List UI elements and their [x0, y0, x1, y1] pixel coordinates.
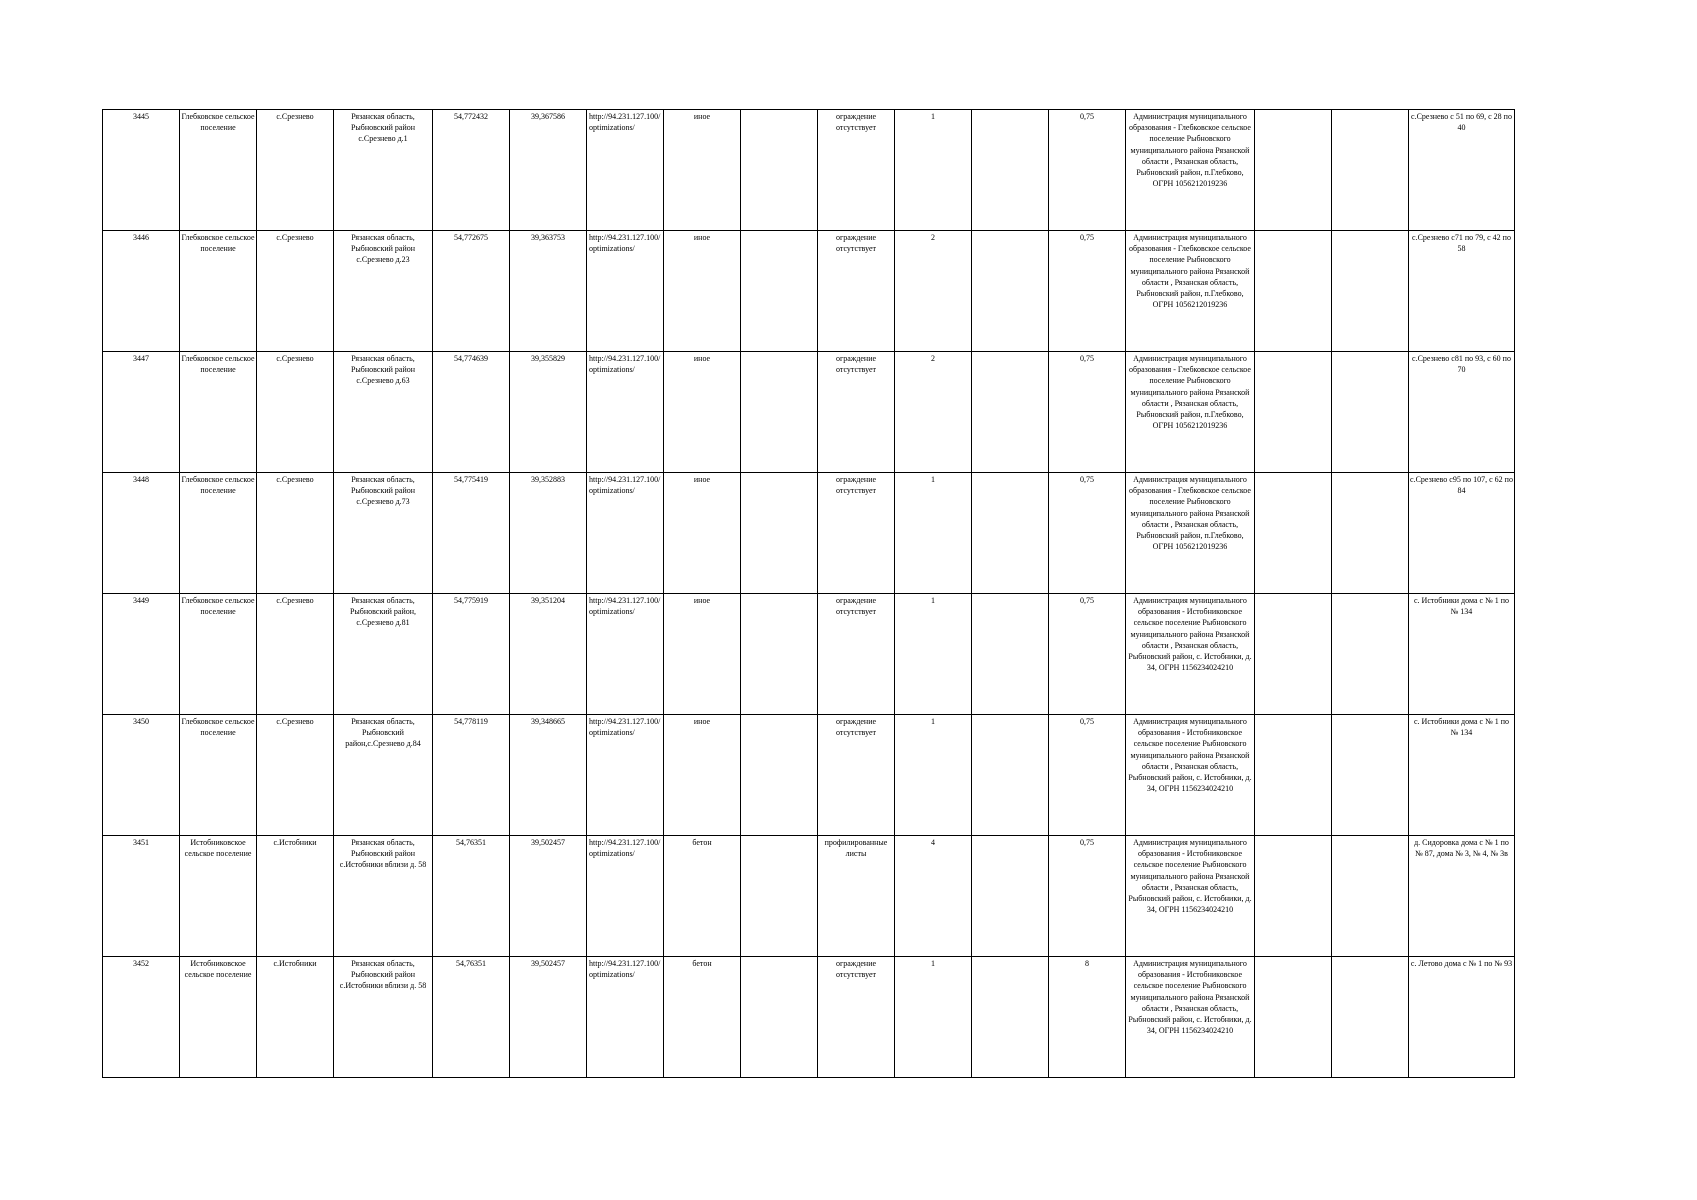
empty-cell: [1255, 836, 1332, 957]
container-count: 1: [895, 473, 972, 594]
surface-type: иное: [664, 594, 741, 715]
empty-cell: [1332, 352, 1409, 473]
longitude: 39,502457: [510, 836, 587, 957]
area-cell: [741, 352, 818, 473]
surface-type: иное: [664, 110, 741, 231]
empty-cell: [972, 352, 1049, 473]
empty-cell: [1332, 594, 1409, 715]
empty-cell: [972, 110, 1049, 231]
table-row: [103, 231, 1515, 352]
served-objects: с. Истобники дома с № 1 по № 134: [1409, 594, 1515, 715]
registry-table: [102, 109, 1515, 1078]
longitude: 39,367586: [510, 110, 587, 231]
latitude: 54,775419: [433, 473, 510, 594]
served-objects: с.Срезнево с71 по 79, с 42 по 58: [1409, 231, 1515, 352]
owner-info: Администрация муниципального образования - Истобниковское сельское поселение Рыбновского муниципального района Рязанской области , Рязанская область, Рыбновский район, с. Истобники, д. 34, ОГРН 1156234024210: [1126, 594, 1255, 715]
table-row: [103, 473, 1515, 594]
settlement-name: Глебковское сельское поселение: [180, 352, 257, 473]
empty-cell: [1255, 715, 1332, 836]
empty-cell: [972, 836, 1049, 957]
empty-cell: [1255, 473, 1332, 594]
scheme-link: http://94.231.127.100/optimizations/: [587, 594, 664, 715]
container-volume: 0,75: [1049, 110, 1126, 231]
settlement-name: Истобниковское сельское поселение: [180, 836, 257, 957]
owner-info: Администрация муниципального образования - Истобниковское сельское поселение Рыбновского муниципального района Рязанской области , Рязанская область, Рыбновский район, с. Истобники, д. 34, ОГРН 1156234024210: [1126, 957, 1255, 1078]
fence-type: ограждение отсутствует: [818, 594, 895, 715]
fence-type: ограждение отсутствует: [818, 352, 895, 473]
latitude: 54,76351: [433, 836, 510, 957]
owner-info: Администрация муниципального образования - Глебковское сельское поселение Рыбновского муниципального района Рязанской области , Рязанская область, Рыбновский район, п.Глебково, ОГРН 1056212019236: [1126, 110, 1255, 231]
served-objects: с.Срезнево с95 по 107, с 62 по 84: [1409, 473, 1515, 594]
site-address: Рязанская область, Рыбновский район с.Срезнево д.1: [334, 110, 433, 231]
surface-type: бетон: [664, 957, 741, 1078]
latitude: 54,772432: [433, 110, 510, 231]
row-number: 3446: [103, 231, 180, 352]
container-volume: 0,75: [1049, 352, 1126, 473]
container-count: 1: [895, 110, 972, 231]
served-objects: с. Летово дома с № 1 по № 93: [1409, 957, 1515, 1078]
empty-cell: [972, 231, 1049, 352]
village-name: с.Истобники: [257, 836, 334, 957]
container-count: 2: [895, 352, 972, 473]
fence-type: ограждение отсутствует: [818, 715, 895, 836]
table-body: [103, 110, 1515, 1078]
scheme-link: http://94.231.127.100/optimizations/: [587, 352, 664, 473]
site-address: Рязанская область, Рыбновский район с.Истобники вблизи д. 58: [334, 836, 433, 957]
surface-type: бетон: [664, 836, 741, 957]
empty-cell: [1332, 957, 1409, 1078]
scheme-link: http://94.231.127.100/optimizations/: [587, 715, 664, 836]
village-name: с.Срезнево: [257, 352, 334, 473]
latitude: 54,76351: [433, 957, 510, 1078]
container-count: 2: [895, 231, 972, 352]
village-name: с.Срезнево: [257, 110, 334, 231]
settlement-name: Глебковское сельское поселение: [180, 594, 257, 715]
settlement-name: Глебковское сельское поселение: [180, 473, 257, 594]
row-number: 3451: [103, 836, 180, 957]
area-cell: [741, 957, 818, 1078]
row-number: 3452: [103, 957, 180, 1078]
area-cell: [741, 110, 818, 231]
area-cell: [741, 231, 818, 352]
village-name: с.Истобники: [257, 957, 334, 1078]
empty-cell: [1332, 836, 1409, 957]
container-volume: 0,75: [1049, 594, 1126, 715]
container-volume: 0,75: [1049, 836, 1126, 957]
site-address: Рязанская область, Рыбновский район с.Срезнево д.73: [334, 473, 433, 594]
fence-type: ограждение отсутствует: [818, 957, 895, 1078]
latitude: 54,775919: [433, 594, 510, 715]
container-count: 1: [895, 957, 972, 1078]
site-address: Рязанская область, Рыбновский район,с.Срезнево д.84: [334, 715, 433, 836]
surface-type: иное: [664, 473, 741, 594]
scheme-link: http://94.231.127.100/optimizations/: [587, 231, 664, 352]
settlement-name: Истобниковское сельское поселение: [180, 957, 257, 1078]
row-number: 3447: [103, 352, 180, 473]
served-objects: с.Срезнево с81 по 93, с 60 по 70: [1409, 352, 1515, 473]
empty-cell: [972, 957, 1049, 1078]
owner-info: Администрация муниципального образования - Истобниковское сельское поселение Рыбновского муниципального района Рязанской области , Рязанская область, Рыбновский район, с. Истобники, д. 34, ОГРН 1156234024210: [1126, 836, 1255, 957]
table-row: [103, 110, 1515, 231]
site-address: Рязанская область, Рыбновский район, с.Срезнево д.81: [334, 594, 433, 715]
site-address: Рязанская область, Рыбновский район с.Срезнево д.63: [334, 352, 433, 473]
table-row: [103, 836, 1515, 957]
longitude: 39,352883: [510, 473, 587, 594]
fence-type: ограждение отсутствует: [818, 473, 895, 594]
table-row: [103, 594, 1515, 715]
empty-cell: [972, 473, 1049, 594]
scheme-link: http://94.231.127.100/optimizations/: [587, 110, 664, 231]
latitude: 54,774639: [433, 352, 510, 473]
area-cell: [741, 836, 818, 957]
area-cell: [741, 473, 818, 594]
latitude: 54,772675: [433, 231, 510, 352]
settlement-name: Глебковское сельское поселение: [180, 231, 257, 352]
table-row: [103, 352, 1515, 473]
container-count: 4: [895, 836, 972, 957]
empty-cell: [972, 715, 1049, 836]
settlement-name: Глебковское сельское поселение: [180, 715, 257, 836]
empty-cell: [1255, 957, 1332, 1078]
fence-type: профилированные листы: [818, 836, 895, 957]
row-number: 3450: [103, 715, 180, 836]
fence-type: ограждение отсутствует: [818, 231, 895, 352]
latitude: 54,778119: [433, 715, 510, 836]
village-name: с.Срезнево: [257, 231, 334, 352]
table-row: [103, 715, 1515, 836]
owner-info: Администрация муниципального образования - Глебковское сельское поселение Рыбновского муниципального района Рязанской области , Рязанская область, Рыбновский район, п.Глебково, ОГРН 1056212019236: [1126, 352, 1255, 473]
village-name: с.Срезнево: [257, 594, 334, 715]
site-address: Рязанская область, Рыбновский район с.Срезнево д.23: [334, 231, 433, 352]
owner-info: Администрация муниципального образования - Истобниковское сельское поселение Рыбновского муниципального района Рязанской области , Рязанская область, Рыбновский район, с. Истобники, д. 34, ОГРН 1156234024210: [1126, 715, 1255, 836]
empty-cell: [972, 594, 1049, 715]
row-number: 3449: [103, 594, 180, 715]
owner-info: Администрация муниципального образования - Глебковское сельское поселение Рыбновского муниципального района Рязанской области , Рязанская область, Рыбновский район, п.Глебково, ОГРН 1056212019236: [1126, 473, 1255, 594]
surface-type: иное: [664, 352, 741, 473]
fence-type: ограждение отсутствует: [818, 110, 895, 231]
settlement-name: Глебковское сельское поселение: [180, 110, 257, 231]
container-volume: 0,75: [1049, 231, 1126, 352]
scheme-link: http://94.231.127.100/optimizations/: [587, 473, 664, 594]
village-name: с.Срезнево: [257, 473, 334, 594]
served-objects: д. Сидоровка дома с № 1 по № 87, дома № 3, № 4, № 3в: [1409, 836, 1515, 957]
scheme-link: http://94.231.127.100/optimizations/: [587, 836, 664, 957]
served-objects: с. Истобники дома с № 1 по № 134: [1409, 715, 1515, 836]
surface-type: иное: [664, 231, 741, 352]
village-name: с.Срезнево: [257, 715, 334, 836]
row-number: 3448: [103, 473, 180, 594]
area-cell: [741, 594, 818, 715]
longitude: 39,351204: [510, 594, 587, 715]
empty-cell: [1332, 231, 1409, 352]
empty-cell: [1255, 352, 1332, 473]
empty-cell: [1332, 473, 1409, 594]
scheme-link: http://94.231.127.100/optimizations/: [587, 957, 664, 1078]
longitude: 39,363753: [510, 231, 587, 352]
site-address: Рязанская область, Рыбновский район с.Истобники вблизи д. 58: [334, 957, 433, 1078]
container-volume: 8: [1049, 957, 1126, 1078]
longitude: 39,502457: [510, 957, 587, 1078]
empty-cell: [1332, 715, 1409, 836]
owner-info: Администрация муниципального образования - Глебковское сельское поселение Рыбновского муниципального района Рязанской области , Рязанская область, Рыбновский район, п.Глебково, ОГРН 1056212019236: [1126, 231, 1255, 352]
empty-cell: [1255, 231, 1332, 352]
table-row: [103, 957, 1515, 1078]
longitude: 39,355829: [510, 352, 587, 473]
served-objects: с.Срезнево с 51 по 69, с 28 по 40: [1409, 110, 1515, 231]
container-volume: 0,75: [1049, 715, 1126, 836]
empty-cell: [1332, 110, 1409, 231]
container-count: 1: [895, 715, 972, 836]
empty-cell: [1255, 594, 1332, 715]
container-volume: 0,75: [1049, 473, 1126, 594]
empty-cell: [1255, 110, 1332, 231]
container-count: 1: [895, 594, 972, 715]
longitude: 39,348665: [510, 715, 587, 836]
surface-type: иное: [664, 715, 741, 836]
area-cell: [741, 715, 818, 836]
row-number: 3445: [103, 110, 180, 231]
